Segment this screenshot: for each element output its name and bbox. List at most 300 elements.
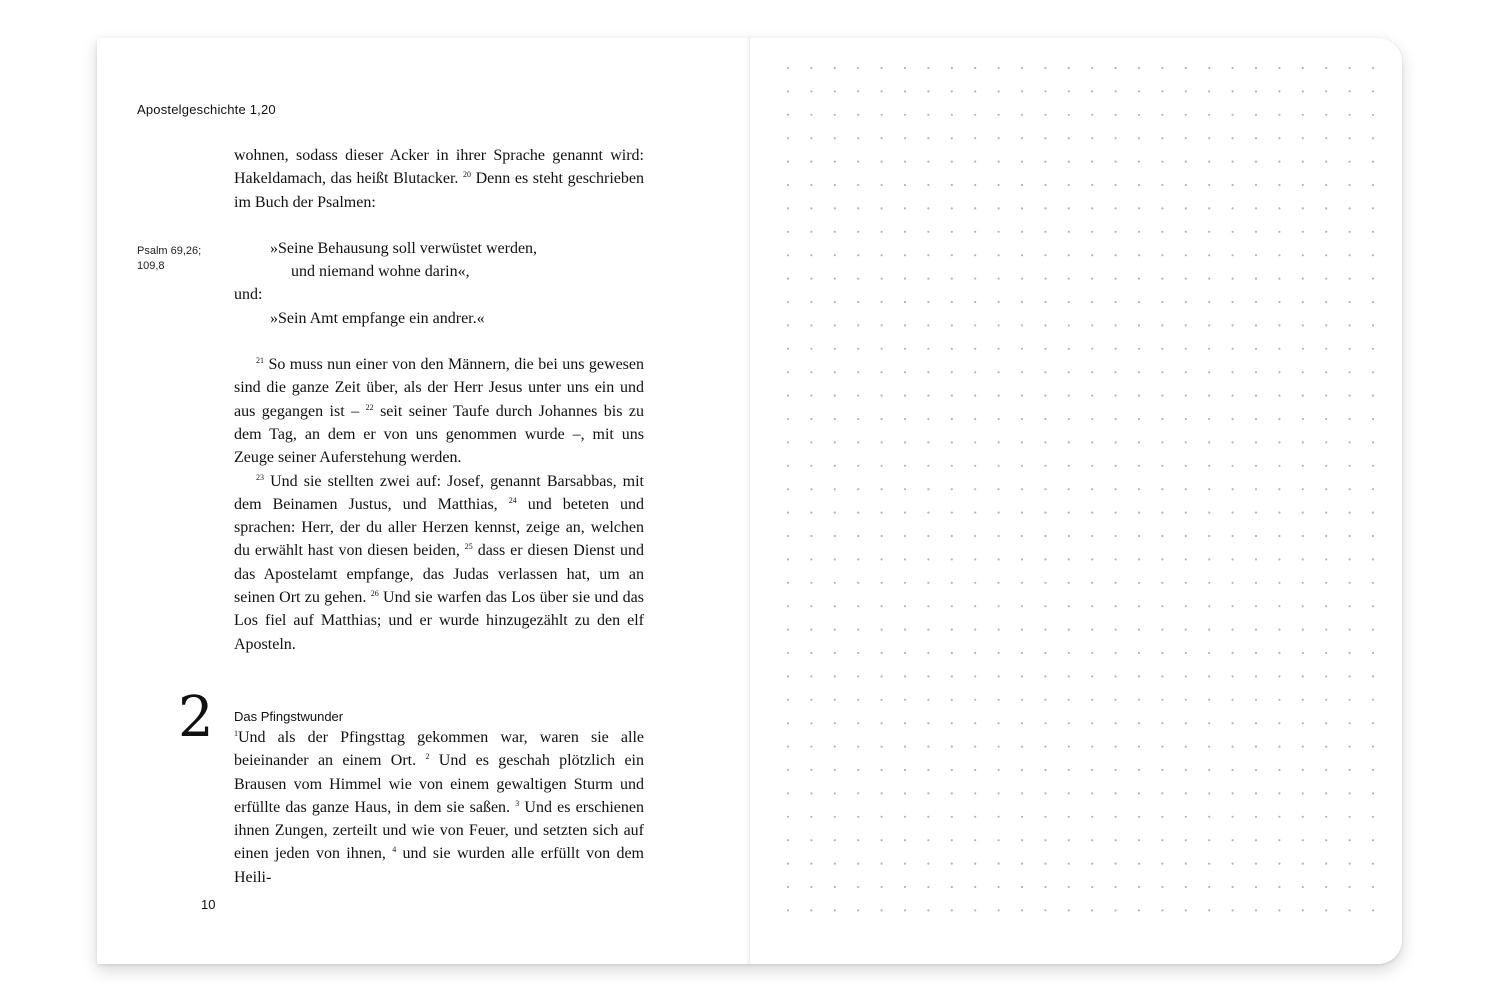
grid-dot <box>1021 839 1023 841</box>
grid-dot <box>1325 582 1327 584</box>
grid-dot <box>1021 863 1023 865</box>
grid-dot <box>1185 114 1187 116</box>
grid-dot <box>904 675 906 677</box>
grid-dot <box>857 67 859 69</box>
grid-dot <box>857 441 859 443</box>
grid-dot <box>1021 722 1023 724</box>
grid-dot <box>810 863 812 865</box>
grid-dot <box>1044 161 1046 163</box>
grid-dot <box>1208 699 1210 701</box>
grid-dot <box>1278 371 1280 373</box>
grid-dot <box>951 699 953 701</box>
grid-dot <box>1349 769 1351 771</box>
grid-dot <box>904 348 906 350</box>
grid-dot <box>1302 114 1304 116</box>
grid-dot <box>974 371 976 373</box>
verse-number: 21 <box>256 356 264 366</box>
grid-dot <box>1091 886 1093 888</box>
grid-dot <box>927 90 929 92</box>
grid-dot <box>1349 301 1351 303</box>
grid-dot <box>1115 348 1117 350</box>
connector-text: und: <box>234 286 263 304</box>
grid-dot <box>1138 441 1140 443</box>
grid-dot <box>1115 184 1117 186</box>
grid-dot <box>1161 863 1163 865</box>
grid-dot <box>810 512 812 514</box>
grid-dot <box>1255 792 1257 794</box>
grid-dot <box>1185 67 1187 69</box>
grid-dot <box>1161 886 1163 888</box>
grid-dot <box>974 395 976 397</box>
grid-dot <box>810 278 812 280</box>
grid-dot <box>1044 746 1046 748</box>
grid-dot <box>904 161 906 163</box>
grid-dot <box>1208 652 1210 654</box>
grid-dot <box>998 161 1000 163</box>
grid-dot <box>1208 769 1210 771</box>
grid-dot <box>857 488 859 490</box>
grid-dot <box>1278 90 1280 92</box>
grid-dot <box>1372 629 1374 631</box>
grid-dot <box>1044 582 1046 584</box>
grid-dot <box>1325 909 1327 911</box>
grid-dot <box>1349 886 1351 888</box>
grid-dot <box>1278 488 1280 490</box>
grid-dot <box>857 184 859 186</box>
grid-dot <box>1068 324 1070 326</box>
grid-dot <box>1161 605 1163 607</box>
grid-dot <box>927 348 929 350</box>
grid-dot <box>1044 722 1046 724</box>
grid-dot <box>1021 324 1023 326</box>
grid-dot <box>1325 535 1327 537</box>
grid-dot <box>1115 909 1117 911</box>
grid-dot <box>881 886 883 888</box>
grid-dot <box>1161 184 1163 186</box>
grid-dot <box>1349 278 1351 280</box>
grid-dot <box>1302 629 1304 631</box>
grid-dot <box>1044 558 1046 560</box>
grid-dot <box>810 465 812 467</box>
grid-dot <box>1278 184 1280 186</box>
text-run: und beteten und sprachen: Herr, der du aller Herzen kennst, zeige an, welchen du erwählt hast von diesen beiden, <box>234 495 645 560</box>
grid-dot <box>1115 792 1117 794</box>
grid-dot <box>1208 67 1210 69</box>
grid-dot <box>1138 114 1140 116</box>
grid-dot <box>1068 605 1070 607</box>
grid-dot <box>1138 605 1140 607</box>
grid-dot <box>1044 231 1046 233</box>
grid-dot <box>1161 582 1163 584</box>
grid-dot <box>974 629 976 631</box>
grid-dot <box>834 348 836 350</box>
grid-dot <box>951 746 953 748</box>
grid-dot <box>904 582 906 584</box>
grid-dot <box>904 254 906 256</box>
grid-dot <box>1161 348 1163 350</box>
grid-dot <box>904 839 906 841</box>
grid-dot <box>834 909 836 911</box>
grid-dot <box>834 886 836 888</box>
grid-dot <box>1185 137 1187 139</box>
grid-dot <box>1161 629 1163 631</box>
grid-dot <box>1091 207 1093 209</box>
grid-dot <box>1091 441 1093 443</box>
grid-dot <box>951 207 953 209</box>
grid-dot <box>1068 722 1070 724</box>
grid-dot <box>1161 699 1163 701</box>
grid-dot <box>1208 629 1210 631</box>
grid-dot <box>1349 231 1351 233</box>
text-run: Und es erschienen ihnen Zungen, zerteilt und wie von Feuer, und setzten sich auf einen jeden von ihnen, <box>234 798 645 863</box>
grid-dot <box>1232 231 1234 233</box>
grid-dot <box>974 184 976 186</box>
grid-dot <box>787 769 789 771</box>
grid-dot <box>1278 301 1280 303</box>
grid-dot <box>1302 886 1304 888</box>
grid-dot <box>787 909 789 911</box>
grid-dot <box>1068 465 1070 467</box>
grid-dot <box>1044 816 1046 818</box>
grid-dot <box>1091 231 1093 233</box>
grid-dot <box>1091 488 1093 490</box>
grid-dot <box>1185 792 1187 794</box>
grid-dot <box>1021 816 1023 818</box>
grid-dot <box>1349 792 1351 794</box>
grid-dot <box>1325 184 1327 186</box>
grid-dot <box>1208 582 1210 584</box>
grid-dot <box>810 418 812 420</box>
grid-dot <box>927 769 929 771</box>
grid-dot <box>881 816 883 818</box>
grid-dot <box>787 629 789 631</box>
grid-dot <box>1208 722 1210 724</box>
grid-dot <box>810 792 812 794</box>
grid-dot <box>1185 465 1187 467</box>
grid-dot <box>1278 746 1280 748</box>
grid-dot <box>998 839 1000 841</box>
paragraph-intro <box>234 144 644 214</box>
grid-dot <box>1208 254 1210 256</box>
grid-dot <box>834 418 836 420</box>
grid-dot <box>1349 652 1351 654</box>
grid-dot <box>1302 184 1304 186</box>
grid-dot <box>1232 816 1234 818</box>
grid-dot <box>951 863 953 865</box>
grid-dot <box>1044 137 1046 139</box>
grid-dot <box>951 652 953 654</box>
grid-dot <box>974 699 976 701</box>
grid-dot <box>834 652 836 654</box>
grid-dot <box>1302 207 1304 209</box>
grid-dot <box>1255 371 1257 373</box>
grid-dot <box>1208 371 1210 373</box>
grid-dot <box>834 231 836 233</box>
grid-dot <box>951 137 953 139</box>
grid-dot <box>1325 746 1327 748</box>
grid-dot <box>1044 675 1046 677</box>
body-text <box>234 144 644 656</box>
grid-dot <box>1372 792 1374 794</box>
text-run: Und als der Pfingsttag gekommen war, waren sie alle beieinander an einem Ort. <box>234 729 644 770</box>
grid-dot <box>1372 90 1374 92</box>
grid-dot <box>1278 909 1280 911</box>
grid-dot <box>1161 792 1163 794</box>
grid-dot <box>951 839 953 841</box>
grid-dot <box>834 67 836 69</box>
grid-dot <box>1302 441 1304 443</box>
grid-dot <box>974 816 976 818</box>
grid-dot <box>1325 278 1327 280</box>
grid-dot <box>1278 254 1280 256</box>
grid-dot <box>1232 278 1234 280</box>
grid-dot <box>1325 652 1327 654</box>
verse-number: 25 <box>464 542 473 552</box>
grid-dot <box>1232 629 1234 631</box>
grid-dot <box>1232 558 1234 560</box>
grid-dot <box>1068 792 1070 794</box>
grid-dot <box>974 231 976 233</box>
grid-dot <box>1044 769 1046 771</box>
grid-dot <box>1278 67 1280 69</box>
grid-dot <box>1021 886 1023 888</box>
grid-dot <box>1068 909 1070 911</box>
grid-dot <box>1325 699 1327 701</box>
grid-dot <box>1021 792 1023 794</box>
grid-dot <box>998 371 1000 373</box>
grid-dot <box>904 512 906 514</box>
grid-dot <box>834 863 836 865</box>
grid-dot <box>1255 90 1257 92</box>
grid-dot <box>1115 839 1117 841</box>
grid-dot <box>1349 488 1351 490</box>
grid-dot <box>1372 207 1374 209</box>
grid-dot <box>1302 67 1304 69</box>
grid-dot <box>810 769 812 771</box>
grid-dot <box>1021 418 1023 420</box>
grid-dot <box>1302 418 1304 420</box>
grid-dot <box>974 839 976 841</box>
grid-dot <box>1372 769 1374 771</box>
grid-dot <box>787 558 789 560</box>
grid-dot <box>1302 324 1304 326</box>
grid-dot <box>1325 675 1327 677</box>
grid-dot <box>951 675 953 677</box>
grid-dot <box>1021 254 1023 256</box>
grid-dot <box>1278 441 1280 443</box>
grid-dot <box>1232 769 1234 771</box>
grid-dot <box>1372 488 1374 490</box>
grid-dot <box>857 90 859 92</box>
grid-dot <box>1302 699 1304 701</box>
grid-dot <box>857 629 859 631</box>
grid-dot <box>1185 909 1187 911</box>
grid-dot <box>1208 278 1210 280</box>
grid-dot <box>998 184 1000 186</box>
grid-dot <box>1208 301 1210 303</box>
grid-dot <box>1325 769 1327 771</box>
grid-dot <box>1021 207 1023 209</box>
grid-dot <box>810 348 812 350</box>
grid-dot <box>881 418 883 420</box>
open-book <box>97 38 1402 964</box>
grid-dot <box>974 254 976 256</box>
grid-dot <box>834 441 836 443</box>
grid-dot <box>834 558 836 560</box>
grid-dot <box>834 278 836 280</box>
grid-dot <box>834 90 836 92</box>
grid-dot <box>810 535 812 537</box>
grid-dot <box>857 792 859 794</box>
grid-dot <box>1091 769 1093 771</box>
grid-dot <box>904 886 906 888</box>
grid-dot <box>810 652 812 654</box>
grid-dot <box>951 558 953 560</box>
grid-dot <box>857 558 859 560</box>
grid-dot <box>787 114 789 116</box>
grid-dot <box>1232 67 1234 69</box>
grid-dot <box>1185 558 1187 560</box>
grid-dot <box>857 348 859 350</box>
grid-dot <box>1208 184 1210 186</box>
grid-dot <box>810 161 812 163</box>
grid-dot <box>1349 371 1351 373</box>
running-head: Apostelgeschichte 1,20 <box>137 102 276 117</box>
grid-dot <box>1255 652 1257 654</box>
grid-dot <box>1372 418 1374 420</box>
grid-dot <box>1044 488 1046 490</box>
grid-dot <box>1302 839 1304 841</box>
grid-dot <box>1068 301 1070 303</box>
grid-dot <box>1068 278 1070 280</box>
grid-dot <box>1372 395 1374 397</box>
grid-dot <box>1185 886 1187 888</box>
grid-dot <box>1349 629 1351 631</box>
grid-dot <box>1372 324 1374 326</box>
grid-dot <box>834 699 836 701</box>
grid-dot <box>1208 137 1210 139</box>
grid-dot <box>1138 629 1140 631</box>
verse-number: 26 <box>370 589 379 599</box>
grid-dot <box>1278 395 1280 397</box>
paragraph-chapter-2 <box>234 726 644 889</box>
grid-dot <box>881 324 883 326</box>
paragraph-verse-23 <box>234 470 644 656</box>
grid-dot <box>974 114 976 116</box>
grid-dot <box>834 629 836 631</box>
grid-dot <box>1021 371 1023 373</box>
grid-dot <box>974 301 976 303</box>
grid-dot <box>1255 629 1257 631</box>
grid-dot <box>951 792 953 794</box>
grid-dot <box>787 371 789 373</box>
grid-dot <box>1255 465 1257 467</box>
grid-dot <box>1115 231 1117 233</box>
grid-dot <box>1185 512 1187 514</box>
margin-note-line-1: Psalm 69,26; <box>137 245 202 257</box>
grid-dot <box>810 90 812 92</box>
grid-dot <box>1068 254 1070 256</box>
grid-dot <box>1091 301 1093 303</box>
grid-dot <box>927 371 929 373</box>
grid-dot <box>1372 652 1374 654</box>
grid-dot <box>1021 746 1023 748</box>
grid-dot <box>974 441 976 443</box>
grid-dot <box>904 909 906 911</box>
grid-dot <box>881 629 883 631</box>
grid-dot <box>927 301 929 303</box>
grid-dot <box>904 231 906 233</box>
grid-dot <box>1302 792 1304 794</box>
grid-dot <box>881 699 883 701</box>
grid-dot <box>1349 839 1351 841</box>
grid-dot <box>1278 699 1280 701</box>
grid-dot <box>1302 371 1304 373</box>
grid-dot <box>1068 816 1070 818</box>
grid-dot <box>974 886 976 888</box>
grid-dot <box>951 512 953 514</box>
grid-dot <box>1208 418 1210 420</box>
grid-dot <box>1255 722 1257 724</box>
grid-dot <box>904 558 906 560</box>
grid-dot <box>927 909 929 911</box>
grid-dot <box>1021 769 1023 771</box>
grid-dot <box>1232 301 1234 303</box>
grid-dot <box>1208 535 1210 537</box>
grid-dot <box>1255 184 1257 186</box>
grid-dot <box>904 605 906 607</box>
grid-dot <box>951 324 953 326</box>
grid-dot <box>1138 582 1140 584</box>
grid-dot <box>1161 161 1163 163</box>
grid-dot <box>881 582 883 584</box>
grid-dot <box>1068 863 1070 865</box>
grid-dot <box>927 605 929 607</box>
grid-dot <box>1138 816 1140 818</box>
grid-dot <box>1372 348 1374 350</box>
grid-dot <box>974 207 976 209</box>
grid-dot <box>1021 909 1023 911</box>
grid-dot <box>1161 90 1163 92</box>
grid-dot <box>787 792 789 794</box>
grid-dot <box>857 699 859 701</box>
grid-dot <box>1185 582 1187 584</box>
grid-dot <box>1208 395 1210 397</box>
grid-dot <box>927 629 929 631</box>
grid-dot <box>1185 184 1187 186</box>
grid-dot <box>1302 909 1304 911</box>
grid-dot <box>998 231 1000 233</box>
grid-dot <box>1255 746 1257 748</box>
grid-dot <box>951 629 953 631</box>
grid-dot <box>1278 605 1280 607</box>
grid-dot <box>1255 278 1257 280</box>
grid-dot <box>1278 792 1280 794</box>
grid-dot <box>951 816 953 818</box>
grid-dot <box>1138 418 1140 420</box>
grid-dot <box>857 746 859 748</box>
grid-dot <box>1208 816 1210 818</box>
grid-dot <box>787 488 789 490</box>
grid-dot <box>810 886 812 888</box>
grid-dot <box>1372 722 1374 724</box>
grid-dot <box>1091 324 1093 326</box>
grid-dot <box>1349 746 1351 748</box>
grid-dot <box>881 746 883 748</box>
grid-dot <box>787 395 789 397</box>
grid-dot <box>1302 137 1304 139</box>
grid-dot <box>1068 535 1070 537</box>
